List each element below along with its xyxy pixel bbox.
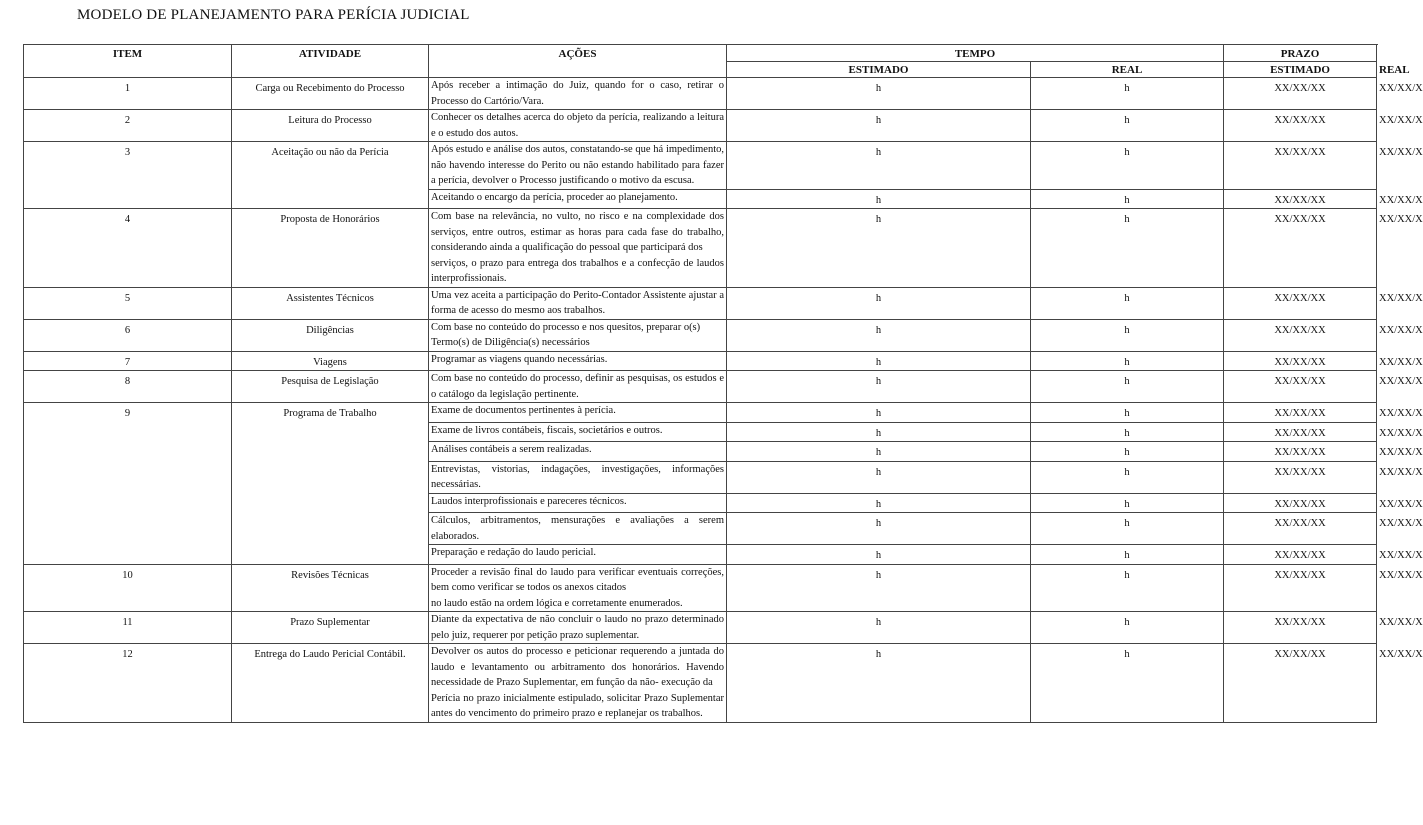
cell-item: 2 [24,110,232,142]
cell-tempo-real: h [1031,422,1224,442]
cell-item: 9 [24,403,232,565]
cell-tempo-estimado: h [727,545,1031,565]
cell-atividade: Diligências [232,319,429,351]
cell-tempo-estimado: h [727,644,1031,723]
cell-prazo-estimado: XX/XX/XX [1224,442,1377,462]
cell-tempo-real: h [1031,287,1224,319]
cell-acao: Após estudo e análise dos autos, constatando-se que há impedimento, não havendo interesse do Perito ou não estando habilitado para fazer a perícia, devolver o Processo justificando o motivo da escusa. [429,142,727,190]
cell-item: 6 [24,319,232,351]
cell-acao: Diante da expectativa de não concluir o laudo no prazo determinado pelo juiz, requerer por petição prazo suplementar. [429,612,727,644]
cell-prazo-estimado: XX/XX/XX [1224,110,1377,142]
header-atividade: ATIVIDADE [232,45,429,78]
table-row: Laudos interprofissionais e pareceres técnicos. h h XX/XX/XX XX/XX/X [24,493,1377,513]
cell-tempo-real: h [1031,403,1224,423]
cell-tempo-estimado: h [727,461,1031,493]
cell-tempo-real: h [1031,513,1224,545]
cell-prazo-estimado: XX/XX/XX [1224,493,1377,513]
cell-tempo-real: h [1031,209,1224,288]
cell-acao: Proceder a revisão final do laudo para verificar eventuais correções, bem como verificar se todos os anexos citados no laudo estão na ordem lógica e corretamente enumerados. [429,564,727,612]
cell-tempo-real: h [1031,644,1224,723]
table-row: 11 Prazo Suplementar Diante da expectativa de não concluir o laudo no prazo determinado pelo juiz, requerer por petição prazo suplementar. h h XX/XX/XX XX/XX/X [24,612,1377,644]
cell-atividade: Viagens [232,351,429,371]
cell-atividade: Prazo Suplementar [232,612,429,644]
cell-item: 7 [24,351,232,371]
header-prazo-estimado: ESTIMADO [1224,62,1377,78]
table-row: Exame de livros contábeis, fiscais, societários e outros. h h XX/XX/XX XX/XX/X [24,422,1377,442]
cell-prazo-estimado: XX/XX/XX [1224,351,1377,371]
cell-tempo-estimado: h [727,319,1031,351]
cell-tempo-real: h [1031,442,1224,462]
table-row: 10 Revisões Técnicas Proceder a revisão final do laudo para verificar eventuais correções, bem como verificar se todos os anexos citados no laudo estão na ordem lógica e corretamente enumerados. h h XX/XX/XX XX/XX/X [24,564,1377,612]
cell-tempo-estimado: h [727,442,1031,462]
cell-tempo-estimado: h [727,142,1031,190]
cell-acao: Com base no conteúdo do processo, definir as pesquisas, os estudos e o catálogo da legislação pertinente. [429,371,727,403]
cell-acao: Entrevistas, vistorias, indagações, investigações, informações necessárias. [429,461,727,493]
table-row: 3 Aceitação ou não da Perícia Após estudo e análise dos autos, constatando-se que há impedimento, não havendo interesse do Perito ou não estando habilitado para fazer a perícia, devolver o Processo justificando o motivo da escusa. h h XX/XX/XX XX/XX/X [24,142,1377,190]
cell-item: 12 [24,644,232,723]
cell-atividade: Pesquisa de Legislação [232,371,429,403]
table-row: 9 Programa de Trabalho Exame de documentos pertinentes à perícia. h h XX/XX/XX XX/XX/X [24,403,1377,423]
cell-tempo-real: h [1031,612,1224,644]
cell-prazo-estimado: XX/XX/XX [1224,78,1377,110]
cell-tempo-real: h [1031,351,1224,371]
cell-item: 5 [24,287,232,319]
cell-tempo-real: h [1031,110,1224,142]
header-acoes: AÇÕES [429,45,727,78]
planning-table: ITEM ATIVIDADE AÇÕES TEMPO PRAZO ESTIMADO REAL ESTIMADO REAL 1 Carga ou Recebimento do Processo Após receber a intimação do Juiz, quando for o caso, retirar o Processo do Cartório/Vara. h h XX/XX/XX XX/XX/X 2 Leitura do Processo Conhecer os detalhes acerca do objeto da perícia, realizando a leitura e o estudo dos autos. h h XX/XX/XX XX/XX/X 3 Aceitação ou não da Perícia Após estudo e análise dos autos, constatando-se que há impedimento, não havendo interesse do Perito ou não estando habilitado para fazer a perícia, devolver o Processo justificando o motivo da escusa. h h XX/XX/XX XX/XX/X Aceitando o encargo da perícia, proceder ao planejamento. h h XX/XX/XX XX/XX/X 4 Proposta de Honorários Com base na relevância, no vulto, no risco e na complexidade dos serviços, entre outros, estimar as horas para cada fase do trabalho, considerando ainda a qualificação do pessoal que participará dos serviços, o prazo para entrega dos trabalhos e a confecção de laudos interprofissionais. h h XX/XX/XX XX/XX/X 5 Assistentes Técnicos Uma vez aceita a participação do Perito-Contador Assistente ajustar a forma de acesso do mesmo aos trabalhos. h h XX/XX/XX XX/XX/X 6 Diligências Com base no conteúdo do processo e nos quesitos, preparar o(s) Termo(s) de Diligência(s) necessários h h XX/XX/XX XX/XX/X 7 Viagens Programar as viagens quando necessárias. h h XX/XX/XX XX/XX/X 8 Pesquisa de Legislação Com base no conteúdo do processo, definir as pesquisas, os estudos e o catálogo da legislação pertinente. h h XX/XX/XX XX/XX/X 9 Programa de Trabalho Exame de documentos pertinentes à perícia. h h XX/XX/XX XX/XX/X Exame de livros contábeis, fiscais, societários e outros. h h XX/XX/XX XX/XX/X Análises contábeis a serem realizadas. h h XX/XX/XX XX/XX/X Entrevistas, vistorias, indagações, investigações, informações necessárias. h h XX/XX/XX XX/XX/X Laudos interprofissionais e pareceres técnicos. h h XX/XX/XX XX/XX/X Cálculos, arbitramentos, mensurações e avaliações a serem elaborados. h h XX/XX/XX XX/XX/X Preparação e redação do laudo pericial. h h XX/XX/XX XX/XX/X 10 Revisões Técnicas Proceder a revisão final do laudo para verificar eventuais correções, bem como verificar se todos os anexos citados no laudo estão na ordem lógica e corretamente enumerados. h h XX/XX/XX XX/XX/X 11 Prazo Suplementar Diante da expectativa de não concluir o laudo no prazo determinado pelo juiz, requerer por petição prazo suplementar. h h XX/XX/XX XX/XX/X 12 Entrega do Laudo Pericial Contábil. Devolver os autos do processo e peticionar requerendo a juntada do laudo e levantamento ou arbitramento dos honorários. Havendo necessidade de Prazo Suplementar, em função da não- execução da Perícia no prazo inicialmente estipulado, solicitar Prazo Suplementar antes do vencimento do primeiro prazo e replanejar os trabalhos. h h XX/XX/XX XX/XX/X [23,44,1377,723]
cell-prazo-estimado: XX/XX/XX [1224,189,1377,209]
cell-tempo-estimado: h [727,287,1031,319]
table-row: Aceitando o encargo da perícia, proceder ao planejamento. h h XX/XX/XX XX/XX/X [24,189,1377,209]
cell-tempo-real: h [1031,564,1224,612]
cell-tempo-real: h [1031,319,1224,351]
cell-atividade: Revisões Técnicas [232,564,429,612]
cell-tempo-real: h [1031,461,1224,493]
cell-acao: Com base na relevância, no vulto, no risco e na complexidade dos serviços, entre outros, estimar as horas para cada fase do trabalho, considerando ainda a qualificação do pessoal que participará dos serviços, o prazo para entrega dos trabalhos e a confecção de laudos interprofissionais. [429,209,727,288]
cell-atividade: Proposta de Honorários [232,209,429,288]
cell-item: 11 [24,612,232,644]
cell-tempo-real: h [1031,189,1224,209]
cell-prazo-estimado: XX/XX/XX [1224,644,1377,723]
cell-tempo-estimado: h [727,612,1031,644]
cell-prazo-estimado: XX/XX/XX [1224,371,1377,403]
cell-prazo-estimado: XX/XX/XX [1224,545,1377,565]
cell-atividade: Carga ou Recebimento do Processo [232,78,429,110]
cell-prazo-estimado: XX/XX/XX [1224,287,1377,319]
cell-tempo-estimado: h [727,351,1031,371]
cell-prazo-estimado: XX/XX/XX [1224,422,1377,442]
cell-prazo-estimado: XX/XX/XX [1224,513,1377,545]
cell-acao: Cálculos, arbitramentos, mensurações e avaliações a serem elaborados. [429,513,727,545]
table-row: 4 Proposta de Honorários Com base na relevância, no vulto, no risco e na complexidade dos serviços, entre outros, estimar as horas para cada fase do trabalho, considerando ainda a qualificação do pessoal que participará dos serviços, o prazo para entrega dos trabalhos e a confecção de laudos interprofissionais. h h XX/XX/XX XX/XX/X [24,209,1377,288]
cell-prazo-estimado: XX/XX/XX [1224,209,1377,288]
header-tempo-estimado: ESTIMADO [727,62,1031,78]
cell-item: 1 [24,78,232,110]
table-row: Cálculos, arbitramentos, mensurações e avaliações a serem elaborados. h h XX/XX/XX XX/XX/X [24,513,1377,545]
cell-acao: Após receber a intimação do Juiz, quando for o caso, retirar o Processo do Cartório/Vara. [429,78,727,110]
cell-tempo-estimado: h [727,209,1031,288]
cell-prazo-estimado: XX/XX/XX [1224,564,1377,612]
cell-prazo-estimado: XX/XX/XX [1224,319,1377,351]
cell-tempo-estimado: h [727,564,1031,612]
cell-prazo-estimado: XX/XX/XX [1224,403,1377,423]
table-row: 7 Viagens Programar as viagens quando necessárias. h h XX/XX/XX XX/XX/X [24,351,1377,371]
cell-atividade: Assistentes Técnicos [232,287,429,319]
table-row: 8 Pesquisa de Legislação Com base no conteúdo do processo, definir as pesquisas, os estudos e o catálogo da legislação pertinente. h h XX/XX/XX XX/XX/X [24,371,1377,403]
header-tempo-real: REAL [1031,62,1224,78]
cell-acao: Com base no conteúdo do processo e nos quesitos, preparar o(s) Termo(s) de Diligência(s) necessários [429,319,727,351]
cell-tempo-estimado: h [727,189,1031,209]
cell-tempo-estimado: h [727,513,1031,545]
cell-acao: Laudos interprofissionais e pareceres técnicos. [429,493,727,513]
cell-tempo-estimado: h [727,78,1031,110]
table-row: 2 Leitura do Processo Conhecer os detalhes acerca do objeto da perícia, realizando a leitura e o estudo dos autos. h h XX/XX/XX XX/XX/X [24,110,1377,142]
cell-acao: Exame de documentos pertinentes à perícia. [429,403,727,423]
cell-atividade: Leitura do Processo [232,110,429,142]
table-row: 12 Entrega do Laudo Pericial Contábil. Devolver os autos do processo e peticionar requerendo a juntada do laudo e levantamento ou arbitramento dos honorários. Havendo necessidade de Prazo Suplementar, em função da não- execução da Perícia no prazo inicialmente estipulado, solicitar Prazo Suplementar antes do vencimento do primeiro prazo e replanejar os trabalhos. h h XX/XX/XX XX/XX/X [24,644,1377,723]
cell-acao: Análises contábeis a serem realizadas. [429,442,727,462]
page-title: MODELO DE PLANEJAMENTO PARA PERÍCIA JUDICIAL [77,7,470,23]
cell-tempo-estimado: h [727,422,1031,442]
cell-acao: Conhecer os detalhes acerca do objeto da perícia, realizando a leitura e o estudo dos autos. [429,110,727,142]
cell-tempo-estimado: h [727,493,1031,513]
cell-atividade: Aceitação ou não da Perícia [232,142,429,209]
cell-tempo-real: h [1031,493,1224,513]
table-row: 6 Diligências Com base no conteúdo do processo e nos quesitos, preparar o(s) Termo(s) de Diligência(s) necessários h h XX/XX/XX XX/XX/X [24,319,1377,351]
cell-atividade: Entrega do Laudo Pericial Contábil. [232,644,429,723]
header-item: ITEM [24,45,232,78]
cell-item: 3 [24,142,232,209]
cell-tempo-estimado: h [727,371,1031,403]
cell-acao: Uma vez aceita a participação do Perito-Contador Assistente ajustar a forma de acesso do mesmo aos trabalhos. [429,287,727,319]
cell-tempo-real: h [1031,142,1224,190]
table-row: 5 Assistentes Técnicos Uma vez aceita a participação do Perito-Contador Assistente ajustar a forma de acesso do mesmo aos trabalhos. h h XX/XX/XX XX/XX/X [24,287,1377,319]
cell-tempo-estimado: h [727,110,1031,142]
table-row: 1 Carga ou Recebimento do Processo Após receber a intimação do Juiz, quando for o caso, retirar o Processo do Cartório/Vara. h h XX/XX/XX XX/XX/X [24,78,1377,110]
cell-item: 4 [24,209,232,288]
table-row: Entrevistas, vistorias, indagações, investigações, informações necessárias. h h XX/XX/XX XX/XX/X [24,461,1377,493]
cell-tempo-real: h [1031,545,1224,565]
cell-tempo-real: h [1031,78,1224,110]
cell-tempo-estimado: h [727,403,1031,423]
cell-tempo-real: h [1031,371,1224,403]
table-row: Preparação e redação do laudo pericial. h h XX/XX/XX XX/XX/X [24,545,1377,565]
cell-acao: Exame de livros contábeis, fiscais, societários e outros. [429,422,727,442]
cell-acao: Preparação e redação do laudo pericial. [429,545,727,565]
cell-acao: Programar as viagens quando necessárias. [429,351,727,371]
table-body [24,78,1423,723]
cell-acao: Aceitando o encargo da perícia, proceder ao planejamento. [429,189,727,209]
cell-prazo-estimado: XX/XX/XX [1224,612,1377,644]
header-tempo: TEMPO [727,45,1224,62]
table-row: Análises contábeis a serem realizadas. h h XX/XX/XX XX/XX/X [24,442,1377,462]
cell-prazo-estimado: XX/XX/XX [1224,142,1377,190]
cell-item: 10 [24,564,232,612]
cell-acao: Devolver os autos do processo e peticionar requerendo a juntada do laudo e levantamento ou arbitramento dos honorários. Havendo necessidade de Prazo Suplementar, em função da não- execução da Perícia no prazo inicialmente estipulado, solicitar Prazo Suplementar antes do vencimento do primeiro prazo e replanejar os trabalhos. [429,644,727,723]
cell-atividade: Programa de Trabalho [232,403,429,565]
cell-item: 8 [24,371,232,403]
cell-prazo-estimado: XX/XX/XX [1224,461,1377,493]
header-prazo: PRAZO [1224,45,1377,62]
